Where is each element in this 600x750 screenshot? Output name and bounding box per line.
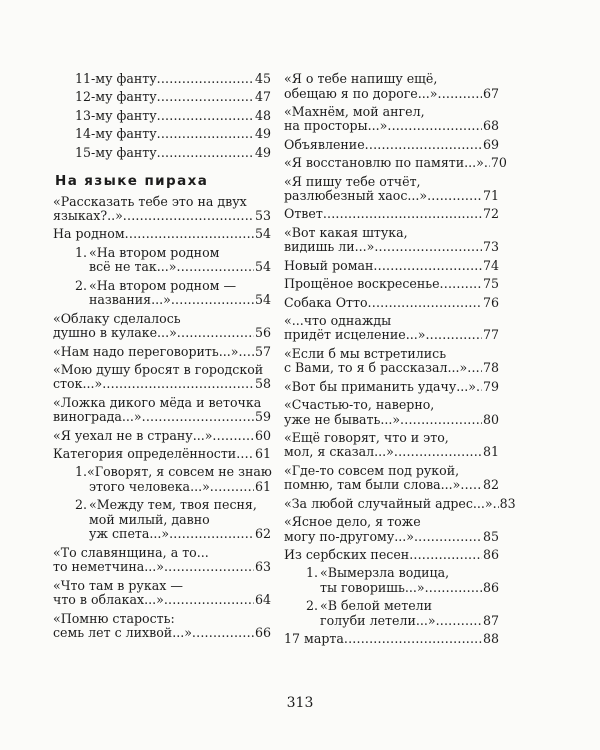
toc-entry-line bbox=[284, 431, 499, 446]
page-number: 313 bbox=[286, 695, 314, 711]
toc-entry-line bbox=[284, 478, 499, 493]
toc-page-number: 70 bbox=[490, 155, 507, 171]
toc-item-number: 1. bbox=[75, 464, 88, 480]
toc-entry-line bbox=[284, 548, 499, 563]
toc-entry-title: Ответ bbox=[284, 206, 323, 222]
toc-entry bbox=[284, 464, 499, 493]
toc-page-number: 59 bbox=[254, 409, 271, 425]
toc-page-number: 48 bbox=[254, 107, 271, 123]
toc-entry-line bbox=[75, 260, 271, 275]
toc-entry bbox=[284, 226, 499, 255]
toc-entry bbox=[75, 72, 271, 87]
toc-page-number: 73 bbox=[482, 239, 499, 255]
toc-entry-title: «На втором родном bbox=[89, 244, 220, 260]
toc-page-number: 54 bbox=[254, 292, 271, 308]
toc-entry bbox=[284, 632, 499, 647]
toc-entry-line bbox=[284, 515, 499, 530]
toc-entry bbox=[284, 138, 499, 153]
toc-page-number: 64 bbox=[254, 592, 271, 608]
toc-entry bbox=[53, 447, 271, 462]
dot-leader bbox=[192, 626, 254, 641]
toc-entry-title: «На втором родном — bbox=[89, 277, 237, 293]
toc-entry-title: сток...» bbox=[53, 376, 103, 392]
toc-entry bbox=[75, 146, 271, 161]
dot-leader bbox=[365, 138, 482, 153]
toc-page-number: 49 bbox=[254, 144, 271, 160]
toc-entry-title: «Вот бы приманить удачу...» bbox=[284, 378, 477, 394]
toc-entry-line bbox=[53, 227, 271, 242]
toc-entry-line bbox=[284, 189, 499, 204]
toc-entry-title: разлюбезный хаос...» bbox=[284, 188, 428, 204]
toc-page-number: 79 bbox=[483, 378, 500, 394]
toc-entry-title: то неметчина...» bbox=[53, 559, 164, 575]
toc-entry-title: языках?..» bbox=[53, 208, 123, 224]
toc-entry-line bbox=[53, 363, 271, 378]
toc-entry-title: с Вами, то я б рассказал...» bbox=[284, 360, 468, 376]
dot-leader bbox=[210, 480, 254, 495]
dot-leader bbox=[414, 530, 482, 545]
toc-entry-title: всё не так...» bbox=[89, 259, 177, 275]
toc-page-number: 54 bbox=[254, 259, 271, 275]
toc-entry-line bbox=[284, 105, 499, 120]
toc-right-column bbox=[284, 71, 516, 651]
toc-entry-line bbox=[53, 447, 271, 462]
toc-left-column bbox=[53, 72, 271, 644]
toc-entry-line bbox=[284, 72, 499, 87]
toc-entry-line bbox=[75, 90, 271, 105]
toc-entry-title: «Помню старость: bbox=[53, 610, 175, 626]
toc-entry-title: «За любой случайный адрес...» bbox=[284, 495, 493, 511]
toc-page-number: 81 bbox=[482, 444, 499, 460]
toc-entry-title: 12-му фанту bbox=[75, 89, 157, 105]
toc-entry bbox=[284, 548, 499, 563]
toc-entry-line bbox=[284, 328, 499, 343]
toc-entry bbox=[284, 277, 499, 292]
toc-entry bbox=[284, 495, 516, 512]
toc-entry-line bbox=[53, 326, 271, 341]
toc-entry-title: винограда...» bbox=[53, 409, 142, 425]
toc-entry-title: «Ясное дело, я тоже bbox=[284, 514, 421, 530]
toc-item-number: 2. bbox=[306, 598, 319, 614]
dot-leader bbox=[425, 581, 482, 596]
toc-page-number: 80 bbox=[482, 411, 499, 427]
toc-entry-line bbox=[53, 429, 271, 444]
dot-leader bbox=[467, 361, 482, 376]
toc-page-number: 53 bbox=[254, 208, 271, 224]
toc-entry-title: 11-му фанту bbox=[75, 71, 157, 86]
toc-entry-line bbox=[284, 347, 499, 362]
toc-page-number: 76 bbox=[482, 294, 499, 310]
toc-page-number: 49 bbox=[254, 126, 271, 142]
toc-entry-line bbox=[284, 530, 499, 545]
toc-entry-title: «Я пишу тебе отчёт, bbox=[284, 173, 421, 189]
toc-item-number: 2. bbox=[75, 497, 88, 513]
toc-entry-line bbox=[306, 566, 499, 581]
toc-entry-line bbox=[284, 464, 499, 479]
toc-entry bbox=[284, 314, 499, 343]
toc-page-number: 71 bbox=[482, 188, 499, 204]
dot-leader bbox=[157, 127, 254, 142]
toc-entry-title: названия...» bbox=[89, 292, 171, 308]
toc-page-number: 83 bbox=[499, 495, 516, 511]
toc-entry bbox=[53, 345, 271, 360]
toc-entry-line bbox=[284, 296, 499, 311]
toc-entry-title: уже не бывать...» bbox=[284, 411, 401, 427]
toc-entry bbox=[284, 380, 499, 395]
toc-entry-title: ты говоришь...» bbox=[320, 579, 425, 595]
toc-page-number: 67 bbox=[482, 85, 499, 101]
toc-entry-line bbox=[75, 109, 271, 124]
dot-leader bbox=[164, 560, 254, 575]
toc-entry-line bbox=[53, 312, 271, 327]
toc-entry-title: этого человека...» bbox=[89, 478, 210, 494]
toc-entry bbox=[284, 431, 499, 460]
toc-entry-title: «Я уехал не в страну...» bbox=[53, 427, 213, 443]
toc-entry-line bbox=[284, 413, 499, 428]
toc-page-number: 74 bbox=[482, 257, 499, 273]
dot-leader bbox=[437, 87, 481, 102]
dot-leader bbox=[409, 548, 482, 563]
toc-page-number: 58 bbox=[254, 376, 271, 392]
toc-entry-line bbox=[75, 127, 271, 142]
toc-entry-line bbox=[75, 72, 271, 87]
toc-page-number: 56 bbox=[254, 325, 271, 341]
dot-leader bbox=[157, 72, 254, 87]
toc-entry bbox=[53, 227, 271, 242]
toc-page-number: 69 bbox=[482, 136, 499, 152]
toc-entry bbox=[53, 396, 271, 425]
toc-entry-line bbox=[284, 445, 499, 460]
toc-entry-title: мол, я сказал...» bbox=[284, 444, 394, 460]
toc-entry bbox=[53, 195, 271, 224]
toc-entry-line bbox=[284, 361, 499, 376]
toc-page-number: 82 bbox=[482, 477, 499, 493]
toc-entry-line bbox=[53, 345, 271, 360]
toc-entry bbox=[284, 72, 499, 101]
dot-leader bbox=[177, 260, 254, 275]
toc-entry-title: что в облаках...» bbox=[53, 592, 164, 608]
toc-entry-title: придёт исцеление...» bbox=[284, 327, 426, 343]
toc-entry-title: «Между тем, твоя песня, bbox=[89, 497, 257, 513]
toc-entry-title: Категория определённости bbox=[53, 446, 237, 462]
dot-leader bbox=[171, 293, 254, 308]
toc-entry bbox=[284, 515, 499, 544]
toc-entry-line bbox=[306, 581, 499, 596]
dot-leader bbox=[400, 413, 482, 428]
toc-entry-line bbox=[53, 410, 271, 425]
toc-entry-title: голуби летели...» bbox=[320, 612, 436, 628]
toc-entry bbox=[284, 105, 499, 134]
toc-entry-line bbox=[53, 560, 271, 575]
toc-entry bbox=[284, 207, 499, 222]
dot-leader bbox=[169, 527, 254, 542]
toc-continued-entries bbox=[53, 72, 271, 160]
toc-entry-line bbox=[75, 527, 271, 542]
toc-entry-title: Новый роман bbox=[284, 257, 374, 273]
dot-leader bbox=[427, 189, 482, 204]
toc-entry-line bbox=[75, 498, 271, 513]
toc-entry-line bbox=[53, 612, 271, 627]
toc-entry-title: 17 марта bbox=[284, 631, 344, 647]
toc-entry bbox=[284, 175, 499, 204]
toc-entry-title: «Махнём, мой ангел, bbox=[284, 103, 425, 119]
toc-entry bbox=[284, 398, 499, 427]
dot-leader bbox=[123, 209, 254, 224]
toc-entry-line bbox=[53, 546, 271, 561]
toc-subentry bbox=[75, 279, 271, 308]
dot-leader bbox=[212, 429, 254, 444]
toc-entry-line bbox=[284, 240, 499, 255]
toc-entry-line bbox=[75, 293, 271, 308]
toc-entry-title: Объявление bbox=[284, 136, 365, 152]
toc-entry-line bbox=[75, 146, 271, 161]
toc-page-number: 88 bbox=[482, 631, 499, 647]
dot-leader bbox=[164, 593, 254, 608]
toc-entry-title: «Вымерзла водица, bbox=[320, 565, 450, 581]
toc-entry-line bbox=[53, 579, 271, 594]
toc-entry-line bbox=[284, 314, 499, 329]
toc-page-number: 68 bbox=[482, 118, 499, 134]
toc-entry-line bbox=[284, 380, 499, 395]
toc-entry-title: «Что там в руках — bbox=[53, 577, 183, 593]
toc-section-entries bbox=[284, 71, 516, 647]
toc-entry bbox=[53, 612, 271, 641]
dot-leader bbox=[460, 478, 482, 493]
toc-entry-line bbox=[284, 138, 499, 153]
toc-entry-line bbox=[284, 259, 499, 274]
dot-leader bbox=[387, 119, 482, 134]
toc-entry-title: Собака Отто bbox=[284, 294, 368, 310]
toc-subentry bbox=[75, 465, 271, 494]
dot-leader bbox=[177, 326, 254, 341]
dot-leader bbox=[238, 345, 254, 360]
toc-entry bbox=[75, 90, 271, 105]
toc-page-number: 72 bbox=[482, 206, 499, 222]
toc-page-number: 47 bbox=[254, 89, 271, 105]
toc-page-number: 61 bbox=[254, 478, 271, 494]
toc-entry-title: душно в кулаке...» bbox=[53, 325, 177, 341]
toc-entry-line bbox=[284, 632, 499, 647]
toc-entry-title: на просторы...» bbox=[284, 118, 388, 134]
toc-page-number: 66 bbox=[254, 625, 271, 641]
toc-entry-line bbox=[284, 495, 516, 512]
toc-page-number: 78 bbox=[482, 360, 499, 376]
toc-entry bbox=[284, 155, 507, 171]
toc-entry-line bbox=[53, 396, 271, 411]
toc-section-entries bbox=[53, 195, 271, 641]
toc-entry-line bbox=[53, 626, 271, 641]
toc-entry-title: 14-му фанту bbox=[75, 126, 157, 142]
toc-entry-title: обещаю я по дороге...» bbox=[284, 85, 438, 101]
toc-entry-title: «Счастью-то, наверно, bbox=[284, 397, 435, 413]
toc-entry-title: Прощёное воскресенье bbox=[284, 276, 440, 292]
toc-entry-title: Из сербских песен bbox=[284, 547, 410, 563]
toc-entry-line bbox=[53, 195, 271, 210]
toc-entry bbox=[53, 363, 271, 392]
toc-entry-line bbox=[284, 87, 499, 102]
dot-leader bbox=[236, 447, 254, 462]
dot-leader bbox=[323, 207, 482, 222]
toc-entry bbox=[284, 296, 499, 311]
toc-entry-line bbox=[75, 480, 271, 495]
dot-leader bbox=[157, 109, 254, 124]
toc-subentry bbox=[306, 566, 499, 595]
toc-page-number: 75 bbox=[482, 276, 499, 292]
toc-item-number: 1. bbox=[75, 244, 88, 260]
toc-page-number: 60 bbox=[254, 427, 271, 443]
toc-entry-title: «Где-то совсем под рукой, bbox=[284, 462, 460, 478]
toc-entry bbox=[75, 127, 271, 142]
dot-leader bbox=[344, 632, 482, 647]
toc-entry-title: «То славянщина, а то... bbox=[53, 544, 209, 560]
toc-entry-title: помню, там были слова...» bbox=[284, 477, 461, 493]
toc-entry bbox=[53, 312, 271, 341]
dot-leader bbox=[373, 259, 482, 274]
toc-subentry bbox=[75, 246, 271, 275]
toc-entry-title: мой милый, давно bbox=[89, 511, 210, 527]
toc-entry-title: «Если б мы встретились bbox=[284, 345, 447, 361]
toc-entry-title: «Говорят, я совсем не знаю bbox=[87, 464, 272, 480]
dot-leader bbox=[440, 277, 482, 292]
toc-entry-title: «Ложка дикого мёда и веточка bbox=[53, 394, 262, 410]
toc-item-number: 1. bbox=[306, 565, 319, 581]
toc-entry-line bbox=[53, 377, 271, 392]
toc-entry-title: уж спета...» bbox=[89, 526, 170, 542]
toc-entry-line bbox=[306, 599, 499, 614]
toc-page-number: 45 bbox=[254, 71, 271, 86]
dot-leader bbox=[368, 296, 482, 311]
toc-entry-line bbox=[75, 246, 271, 261]
dot-leader bbox=[102, 377, 254, 392]
toc-entry-title: 13-му фанту bbox=[75, 107, 157, 123]
toc-subentry bbox=[306, 599, 499, 628]
toc-entry-title: «Я о тебе напишу ещё, bbox=[284, 71, 438, 86]
dot-leader bbox=[157, 90, 254, 105]
toc-entry-title: «Нам надо переговорить...» bbox=[53, 343, 239, 359]
toc-entry-line bbox=[284, 155, 507, 171]
toc-entry-title: «Вот какая штука, bbox=[284, 224, 408, 240]
toc-entry-title: «Мою душу бросят в городской bbox=[53, 361, 264, 377]
dot-leader bbox=[142, 410, 254, 425]
toc-entry-title: «Рассказать тебе это на двух bbox=[53, 193, 247, 209]
section-title: На языке пираха bbox=[55, 173, 209, 190]
toc-entry-line bbox=[306, 614, 499, 629]
toc-entry-line bbox=[284, 398, 499, 413]
toc-page-number: 86 bbox=[482, 579, 499, 595]
toc-subentry bbox=[75, 498, 271, 542]
toc-page-number: 54 bbox=[254, 226, 271, 242]
toc-entry-line bbox=[284, 226, 499, 241]
dot-leader bbox=[374, 240, 482, 255]
toc-entry-title: видишь ли...» bbox=[284, 239, 375, 255]
toc-page-number: 63 bbox=[254, 559, 271, 575]
toc-entry-title: семь лет с лихвой...» bbox=[53, 625, 192, 641]
toc-entry bbox=[53, 429, 271, 444]
toc-entry-title: «В белой метели bbox=[320, 598, 433, 614]
toc-page-number: 85 bbox=[482, 528, 499, 544]
toc-entry-line bbox=[75, 465, 271, 480]
toc-item-number: 2. bbox=[75, 277, 88, 293]
toc-entry-title: «Я восстановлю по памяти...» bbox=[284, 155, 484, 171]
toc-entry-line bbox=[284, 207, 499, 222]
dot-leader bbox=[157, 146, 254, 161]
toc-entry-line bbox=[75, 513, 271, 528]
dot-leader bbox=[425, 328, 482, 343]
toc-entry-line bbox=[75, 279, 271, 294]
toc-entry bbox=[53, 579, 271, 608]
toc-entry-line bbox=[284, 175, 499, 190]
toc-page-number: 87 bbox=[482, 612, 499, 628]
toc-entry bbox=[53, 546, 271, 575]
dot-leader bbox=[125, 227, 254, 242]
toc-entry-title: «Ещё говорят, что и это, bbox=[284, 429, 449, 445]
toc-page-number: 86 bbox=[482, 547, 499, 563]
toc-entry bbox=[284, 259, 499, 274]
toc-page-number: 61 bbox=[254, 446, 271, 462]
toc-entry-title: На родном bbox=[53, 226, 125, 242]
toc-page-number: 77 bbox=[482, 327, 499, 343]
dot-leader bbox=[394, 445, 482, 460]
toc-entry-line bbox=[53, 209, 271, 224]
toc-entry-title: могу по-другому...» bbox=[284, 528, 414, 544]
toc-page-number: 62 bbox=[254, 526, 271, 542]
toc-page-number: 57 bbox=[254, 343, 271, 359]
toc-entry bbox=[284, 347, 499, 376]
toc-entry-title: 15-му фанту bbox=[75, 144, 157, 160]
toc-entry-title: «...что однажды bbox=[284, 312, 392, 328]
toc-entry-line bbox=[284, 277, 499, 292]
dot-leader bbox=[436, 614, 482, 629]
toc-entry-title: «Облаку сделалось bbox=[53, 310, 181, 326]
toc-entry bbox=[75, 109, 271, 124]
toc-entry-line bbox=[284, 119, 499, 134]
toc-entry-line bbox=[53, 593, 271, 608]
